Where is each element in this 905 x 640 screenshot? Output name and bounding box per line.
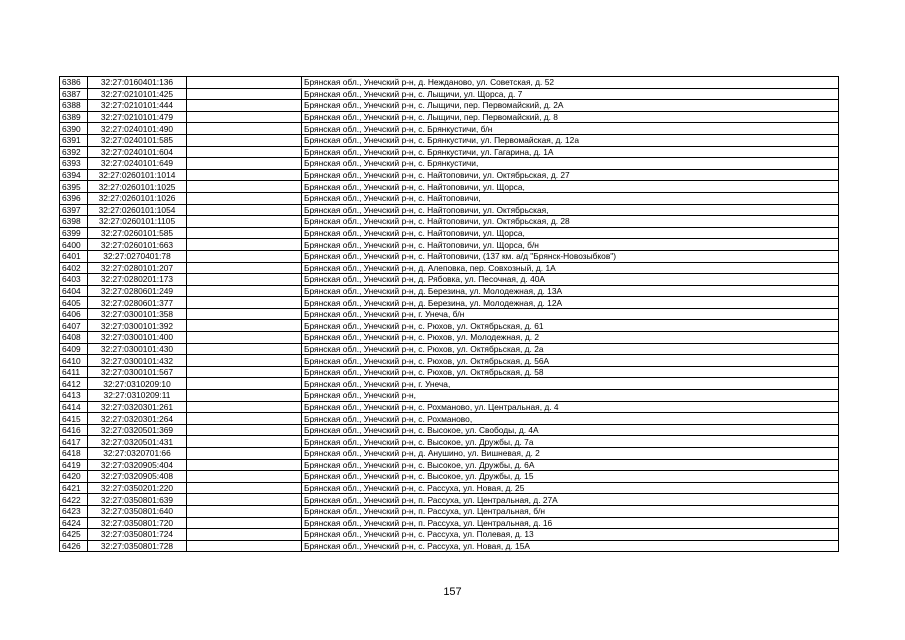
table-row xyxy=(60,529,839,541)
row-number-cell: 6391 xyxy=(60,134,88,146)
row-number-cell: 6410 xyxy=(60,355,88,367)
cadastral-number-cell: 32:27:0240101:649 xyxy=(88,158,187,170)
table-row xyxy=(60,192,839,204)
empty-cell xyxy=(187,239,302,251)
empty-cell xyxy=(187,181,302,193)
cadastral-number-cell: 32:27:0300101:400 xyxy=(88,332,187,344)
empty-cell xyxy=(187,505,302,517)
property-table xyxy=(59,76,839,552)
address-cell: Брянская обл., Унечский р-н, с. Найтоповичи, xyxy=(302,192,839,204)
row-number-cell: 6419 xyxy=(60,459,88,471)
row-number-cell: 6424 xyxy=(60,517,88,529)
empty-cell xyxy=(187,413,302,425)
address-cell: Брянская обл., Унечский р-н, с. Высокое, ул. Дружбы, д. 6А xyxy=(302,459,839,471)
table-row xyxy=(60,390,839,402)
empty-cell xyxy=(187,134,302,146)
address-cell: Брянская обл., Унечский р-н, с. Лыщичи, пер. Первомайский, д. 8 xyxy=(302,111,839,123)
cadastral-number-cell: 32:27:0280201:173 xyxy=(88,274,187,286)
table-row xyxy=(60,123,839,135)
cadastral-number-cell: 32:27:0260101:585 xyxy=(88,227,187,239)
table-row xyxy=(60,239,839,251)
cadastral-number-cell: 32:27:0320301:264 xyxy=(88,413,187,425)
empty-cell xyxy=(187,401,302,413)
empty-cell xyxy=(187,192,302,204)
address-cell: Брянская обл., Унечский р-н, xyxy=(302,390,839,402)
row-number-cell: 6406 xyxy=(60,308,88,320)
empty-cell xyxy=(187,262,302,274)
cadastral-number-cell: 32:27:0210101:444 xyxy=(88,100,187,112)
empty-cell xyxy=(187,146,302,158)
address-cell: Брянская обл., Унечский р-н, с. Рюхов, ул. Молодежная, д. 2 xyxy=(302,332,839,344)
table-row xyxy=(60,494,839,506)
empty-cell xyxy=(187,77,302,89)
empty-cell xyxy=(187,494,302,506)
address-cell: Брянская обл., Унечский р-н, с. Найтоповичи, ул. Октябрьская, xyxy=(302,204,839,216)
table-row xyxy=(60,308,839,320)
row-number-cell: 6404 xyxy=(60,285,88,297)
table-row xyxy=(60,77,839,89)
row-number-cell: 6417 xyxy=(60,436,88,448)
empty-cell xyxy=(187,343,302,355)
address-cell: Брянская обл., Унечский р-н, с. Брянкустичи, xyxy=(302,158,839,170)
table-row xyxy=(60,517,839,529)
cadastral-number-cell: 32:27:0320501:369 xyxy=(88,424,187,436)
address-cell: Брянская обл., Унечский р-н, с. Найтоповичи, ул. Щорса, б/н xyxy=(302,239,839,251)
address-cell: Брянская обл., Унечский р-н, п. Рассуха, ул. Центральная, д. 16 xyxy=(302,517,839,529)
cadastral-number-cell: 32:27:0240101:604 xyxy=(88,146,187,158)
cadastral-number-cell: 32:27:0320905:404 xyxy=(88,459,187,471)
cadastral-number-cell: 32:27:0260101:1105 xyxy=(88,216,187,228)
address-cell: Брянская обл., Унечский р-н, с. Рохманово, ул. Центральная, д. 4 xyxy=(302,401,839,413)
cadastral-number-cell: 32:27:0300101:430 xyxy=(88,343,187,355)
empty-cell xyxy=(187,320,302,332)
cadastral-number-cell: 32:27:0280601:249 xyxy=(88,285,187,297)
address-cell: Брянская обл., Унечский р-н, г. Унеча, xyxy=(302,378,839,390)
empty-cell xyxy=(187,227,302,239)
empty-cell xyxy=(187,459,302,471)
address-cell: Брянская обл., Унечский р-н, с. Найтоповичи, ул. Октябрьская, д. 28 xyxy=(302,216,839,228)
table-row xyxy=(60,262,839,274)
empty-cell xyxy=(187,216,302,228)
cadastral-number-cell: 32:27:0320701:66 xyxy=(88,448,187,460)
row-number-cell: 6389 xyxy=(60,111,88,123)
empty-cell xyxy=(187,88,302,100)
table-body xyxy=(60,77,839,552)
address-cell: Брянская обл., Унечский р-н, д. Березина, ул. Молодежная, д. 13А xyxy=(302,285,839,297)
table-row xyxy=(60,134,839,146)
address-cell: Брянская обл., Унечский р-н, с. Рюхов, ул. Октябрьская, д. 2а xyxy=(302,343,839,355)
address-cell: Брянская обл., Унечский р-н, с. Лыщичи, пер. Первомайский, д. 2А xyxy=(302,100,839,112)
address-cell: Брянская обл., Унечский р-н, д. Алеповка, пер. Совхозный, д. 1А xyxy=(302,262,839,274)
row-number-cell: 6387 xyxy=(60,88,88,100)
table-row xyxy=(60,482,839,494)
row-number-cell: 6421 xyxy=(60,482,88,494)
page-number: 157 xyxy=(443,586,462,598)
row-number-cell: 6393 xyxy=(60,158,88,170)
address-cell: Брянская обл., Унечский р-н, с. Найтоповичи, ул. Октябрьская, д. 27 xyxy=(302,169,839,181)
table-row xyxy=(60,158,839,170)
table-row xyxy=(60,274,839,286)
empty-cell xyxy=(187,366,302,378)
empty-cell xyxy=(187,274,302,286)
row-number-cell: 6401 xyxy=(60,250,88,262)
table-row xyxy=(60,169,839,181)
table-row xyxy=(60,378,839,390)
table-row xyxy=(60,505,839,517)
address-cell: Брянская обл., Унечский р-н, д. Нежданово, ул. Советская, д. 52 xyxy=(302,77,839,89)
row-number-cell: 6394 xyxy=(60,169,88,181)
empty-cell xyxy=(187,471,302,483)
cadastral-number-cell: 32:27:0300101:392 xyxy=(88,320,187,332)
table-row xyxy=(60,227,839,239)
empty-cell xyxy=(187,540,302,552)
cadastral-number-cell: 32:27:0350801:724 xyxy=(88,529,187,541)
empty-cell xyxy=(187,158,302,170)
table-row xyxy=(60,401,839,413)
cadastral-number-cell: 32:27:0240101:585 xyxy=(88,134,187,146)
cadastral-number-cell: 32:27:0300101:358 xyxy=(88,308,187,320)
address-cell: Брянская обл., Унечский р-н, д. Анушино, ул. Вишневая, д. 2 xyxy=(302,448,839,460)
table-row xyxy=(60,111,839,123)
row-number-cell: 6411 xyxy=(60,366,88,378)
cadastral-number-cell: 32:27:0260101:663 xyxy=(88,239,187,251)
cadastral-number-cell: 32:27:0260101:1054 xyxy=(88,204,187,216)
table-row xyxy=(60,100,839,112)
cadastral-number-cell: 32:27:0210101:479 xyxy=(88,111,187,123)
empty-cell xyxy=(187,355,302,367)
row-number-cell: 6420 xyxy=(60,471,88,483)
empty-cell xyxy=(187,111,302,123)
address-cell: Брянская обл., Унечский р-н, с. Высокое, ул. Дружбы, д. 15 xyxy=(302,471,839,483)
row-number-cell: 6414 xyxy=(60,401,88,413)
table-row xyxy=(60,297,839,309)
empty-cell xyxy=(187,169,302,181)
row-number-cell: 6396 xyxy=(60,192,88,204)
table-row xyxy=(60,413,839,425)
cadastral-number-cell: 32:27:0280601:377 xyxy=(88,297,187,309)
row-number-cell: 6416 xyxy=(60,424,88,436)
row-number-cell: 6392 xyxy=(60,146,88,158)
row-number-cell: 6386 xyxy=(60,77,88,89)
row-number-cell: 6398 xyxy=(60,216,88,228)
row-number-cell: 6423 xyxy=(60,505,88,517)
empty-cell xyxy=(187,297,302,309)
row-number-cell: 6426 xyxy=(60,540,88,552)
address-cell: Брянская обл., Унечский р-н, с. Найтоповичи, ул. Щорса, xyxy=(302,181,839,193)
table-row xyxy=(60,540,839,552)
empty-cell xyxy=(187,285,302,297)
row-number-cell: 6407 xyxy=(60,320,88,332)
row-number-cell: 6408 xyxy=(60,332,88,344)
address-cell: Брянская обл., Унечский р-н, с. Рюхов, ул. Октябрьская, д. 58 xyxy=(302,366,839,378)
cadastral-number-cell: 32:27:0270401:78 xyxy=(88,250,187,262)
cadastral-number-cell: 32:27:0260101:1014 xyxy=(88,169,187,181)
address-cell: Брянская обл., Унечский р-н, с. Рюхов, ул. Октябрьская, д. 61 xyxy=(302,320,839,332)
cadastral-number-cell: 32:27:0240101:490 xyxy=(88,123,187,135)
address-cell: Брянская обл., Унечский р-н, д. Березина, ул. Молодежная, д. 12А xyxy=(302,297,839,309)
table-row xyxy=(60,320,839,332)
empty-cell xyxy=(187,308,302,320)
table-row xyxy=(60,250,839,262)
cadastral-number-cell: 32:27:0310209:11 xyxy=(88,390,187,402)
row-number-cell: 6403 xyxy=(60,274,88,286)
row-number-cell: 6400 xyxy=(60,239,88,251)
row-number-cell: 6399 xyxy=(60,227,88,239)
row-number-cell: 6405 xyxy=(60,297,88,309)
table-row xyxy=(60,88,839,100)
address-cell: Брянская обл., Унечский р-н, п. Рассуха, ул. Центральная, б/н xyxy=(302,505,839,517)
row-number-cell: 6397 xyxy=(60,204,88,216)
address-cell: Брянская обл., Унечский р-н, с. Рохманово, xyxy=(302,413,839,425)
address-cell: Брянская обл., Унечский р-н, с. Рассуха, ул. Полевая, д. 13 xyxy=(302,529,839,541)
empty-cell xyxy=(187,250,302,262)
table-row xyxy=(60,343,839,355)
row-number-cell: 6395 xyxy=(60,181,88,193)
row-number-cell: 6388 xyxy=(60,100,88,112)
table-row xyxy=(60,146,839,158)
empty-cell xyxy=(187,424,302,436)
cadastral-number-cell: 32:27:0260101:1026 xyxy=(88,192,187,204)
address-cell: Брянская обл., Унечский р-н, с. Брянкустичи, ул. Первомайская, д. 12а xyxy=(302,134,839,146)
empty-cell xyxy=(187,332,302,344)
address-cell: Брянская обл., Унечский р-н, с. Брянкустичи, ул. Гагарина, д. 1А xyxy=(302,146,839,158)
empty-cell xyxy=(187,448,302,460)
cadastral-number-cell: 32:27:0350801:639 xyxy=(88,494,187,506)
table-row xyxy=(60,448,839,460)
empty-cell xyxy=(187,123,302,135)
row-number-cell: 6402 xyxy=(60,262,88,274)
table-row xyxy=(60,216,839,228)
cadastral-number-cell: 32:27:0260101:1025 xyxy=(88,181,187,193)
empty-cell xyxy=(187,204,302,216)
row-number-cell: 6425 xyxy=(60,529,88,541)
cadastral-number-cell: 32:27:0320501:431 xyxy=(88,436,187,448)
table-row xyxy=(60,181,839,193)
empty-cell xyxy=(187,529,302,541)
row-number-cell: 6412 xyxy=(60,378,88,390)
cadastral-number-cell: 32:27:0300101:432 xyxy=(88,355,187,367)
table-row xyxy=(60,459,839,471)
address-cell: Брянская обл., Унечский р-н, с. Рюхов, ул. Октябрьская, д. 56А xyxy=(302,355,839,367)
address-cell: Брянская обл., Унечский р-н, г. Унеча, б/н xyxy=(302,308,839,320)
address-cell: Брянская обл., Унечский р-н, с. Рассуха, ул. Новая, д. 15А xyxy=(302,540,839,552)
address-cell: Брянская обл., Унечский р-н, с. Найтоповичи, (137 км. а/д "Брянск-Новозыбков") xyxy=(302,250,839,262)
empty-cell xyxy=(187,378,302,390)
row-number-cell: 6409 xyxy=(60,343,88,355)
cadastral-number-cell: 32:27:0310209:10 xyxy=(88,378,187,390)
cadastral-number-cell: 32:27:0280101:207 xyxy=(88,262,187,274)
empty-cell xyxy=(187,100,302,112)
empty-cell xyxy=(187,390,302,402)
empty-cell xyxy=(187,517,302,529)
cadastral-number-cell: 32:27:0300101:567 xyxy=(88,366,187,378)
row-number-cell: 6422 xyxy=(60,494,88,506)
cadastral-number-cell: 32:27:0350801:728 xyxy=(88,540,187,552)
address-cell: Брянская обл., Унечский р-н, д. Рябовка, ул. Песочная, д. 40А xyxy=(302,274,839,286)
address-cell: Брянская обл., Унечский р-н, с. Рассуха, ул. Новая, д. 25 xyxy=(302,482,839,494)
cadastral-number-cell: 32:27:0160401:136 xyxy=(88,77,187,89)
table-row xyxy=(60,471,839,483)
address-cell: Брянская обл., Унечский р-н, с. Лыщичи, ул. Щорса, д. 7 xyxy=(302,88,839,100)
empty-cell xyxy=(187,436,302,448)
table-row xyxy=(60,424,839,436)
row-number-cell: 6418 xyxy=(60,448,88,460)
cadastral-number-cell: 32:27:0320905:408 xyxy=(88,471,187,483)
empty-cell xyxy=(187,482,302,494)
address-cell: Брянская обл., Унечский р-н, с. Высокое, ул. Свободы, д. 4А xyxy=(302,424,839,436)
address-cell: Брянская обл., Унечский р-н, п. Рассуха, ул. Центральная, д. 27А xyxy=(302,494,839,506)
row-number-cell: 6413 xyxy=(60,390,88,402)
table-row xyxy=(60,436,839,448)
table-row xyxy=(60,366,839,378)
cadastral-number-cell: 32:27:0350801:720 xyxy=(88,517,187,529)
cadastral-number-cell: 32:27:0350201:220 xyxy=(88,482,187,494)
address-cell: Брянская обл., Унечский р-н, с. Брянкустичи, б/н xyxy=(302,123,839,135)
table-row xyxy=(60,285,839,297)
row-number-cell: 6415 xyxy=(60,413,88,425)
address-cell: Брянская обл., Унечский р-н, с. Высокое, ул. Дружбы, д. 7а xyxy=(302,436,839,448)
cadastral-number-cell: 32:27:0350801:640 xyxy=(88,505,187,517)
table-row xyxy=(60,332,839,344)
row-number-cell: 6390 xyxy=(60,123,88,135)
cadastral-number-cell: 32:27:0320301:261 xyxy=(88,401,187,413)
cadastral-number-cell: 32:27:0210101:425 xyxy=(88,88,187,100)
address-cell: Брянская обл., Унечский р-н, с. Найтоповичи, ул. Щорса, xyxy=(302,227,839,239)
table-row xyxy=(60,204,839,216)
table-row xyxy=(60,355,839,367)
